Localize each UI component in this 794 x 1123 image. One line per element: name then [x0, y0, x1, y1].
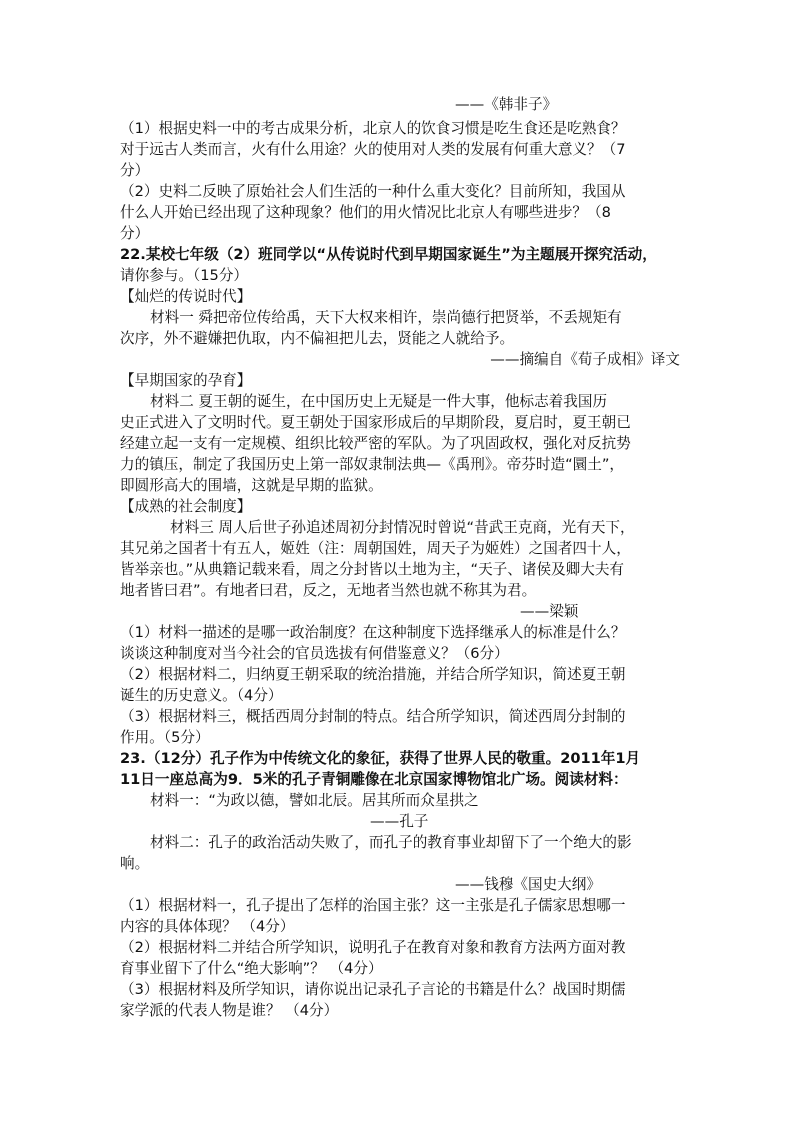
- material-text: 材料三 周人后世子孙追述周初分封情况时曾说“昔武王克商，光有天下，: [170, 519, 635, 536]
- material-text: 即圆形高大的围墙，这就是早期的监狱。: [120, 477, 383, 494]
- source-citation: ——孔子: [370, 813, 429, 830]
- question-text: （3）根据材料三，概括西周分封制的特点。结合所学知识，简述西周分封制的: [120, 708, 626, 725]
- material-text: 地者皆曰君”。有地者曰君，反之，无地者当然也就不称其为君。: [120, 582, 537, 599]
- section-heading: 【早期国家的孕育】: [120, 372, 252, 389]
- question-text: （2）根据材料二，归纳夏王朝采取的统治措施，并结合所学知识，简述夏王朝: [120, 666, 626, 683]
- source-citation: ——梁颖: [520, 603, 579, 620]
- question-text: （1）材料一描述的是哪一政治制度？在这种制度下选择继承人的标准是什么？: [120, 624, 626, 641]
- material-text: 次序，外不避嫌把仇取，内不偏袒把儿去，贤能之人就给予。: [120, 330, 515, 347]
- source-citation: ——钱穆《国史大纲》: [455, 876, 601, 893]
- question-text: 谈谈这种制度对当今社会的官员选拔有何借鉴意义？（6分）: [120, 645, 509, 662]
- question-text: 内容的具体体现？ （4分）: [120, 918, 295, 935]
- question-text: （3）根据材料及所学知识，请你说出记录孔子言论的书籍是什么？战国时期儒: [120, 981, 626, 998]
- material-text: 史正式进入了文明时代。夏王朝处于国家形成后的早期阶段，夏启时，夏王朝已: [120, 414, 631, 431]
- question-text: 对于远古人类而言，火有什么用途？火的使用对人类的发展有何重大意义？（7: [120, 141, 626, 158]
- material-text: 皆举亲也。”从典籍记载来看，周之分封皆以土地为主，“天子、诸侯及卿大夫有: [120, 561, 625, 578]
- question-text: 什么人开始已经出现了这种现象？他们的用火情况比北京人有哪些进步？（8: [120, 204, 611, 221]
- material-text: 材料一 舜把帝位传给禹，天下大权来相许，崇尚德行把贤举，不丢规矩有: [150, 309, 622, 326]
- section-heading: 【成熟的社会制度】: [120, 498, 252, 515]
- material-text: 经建立起一支有一定规模、组织比较严密的军队。为了巩固政权，强化对反抗势: [120, 435, 631, 452]
- source-citation: ——《韩非子》: [455, 96, 558, 113]
- question-text: 育事业留下了什么“绝大影响”？ （4分）: [120, 960, 383, 977]
- question-text: （1）根据材料一，孔子提出了怎样的治国主张？这一主张是孔子儒家思想哪一: [120, 897, 626, 914]
- material-text: 响。: [120, 855, 150, 872]
- section-heading: 【灿烂的传说时代】: [120, 288, 252, 305]
- question-23-header: 23.（12分）孔子作为中传统文化的象征，获得了世界人民的敬重。2011年1月: [120, 750, 641, 767]
- question-text: （2）根据材料二并结合所学知识，说明孔子在教育对象和教育方法两方面对教: [120, 939, 626, 956]
- question-text: 分）: [120, 162, 150, 179]
- question-text: 家学派的代表人物是谁？ （4分）: [120, 1002, 339, 1019]
- material-text: 材料二：孔子的政治活动失败了，而孔子的教育事业却留下了一个绝大的影: [150, 834, 632, 851]
- source-citation: ——摘编自《荀子成相》译文: [490, 351, 680, 368]
- question-22-header: 22.某校七年级（2）班同学以“从传说时代到早期国家诞生”为主题展开探究活动，: [120, 246, 657, 263]
- material-text: 力的镇压，制定了我国历史上第一部奴隶制法典—《禹刑》。帝芬时造“圜土”，: [120, 456, 625, 473]
- question-text: 诞生的历史意义。（4分）: [120, 687, 283, 704]
- question-text: （2）史料二反映了原始社会人们生活的一种什么重大变化？目前所知，我国从: [120, 183, 626, 200]
- question-text: （1）根据史料一中的考古成果分析，北京人的饮食习惯是吃生食还是吃熟食？: [120, 120, 626, 137]
- material-text: 其兄弟之国者十有五人，姬姓（注：周朝国姓，周天子为姬姓）之国者四十人，: [120, 540, 631, 557]
- question-text: 请你参与。（15分）: [120, 267, 249, 284]
- material-text: 材料二 夏王朝的诞生，在中国历史上无疑是一件大事，他标志着我国历: [150, 393, 608, 410]
- question-text: 11日一座总高为9．5米的孔子青铜雕像在北京国家博物馆北广场。阅读材料：: [120, 771, 628, 788]
- material-text: 材料一：“为政以德，譬如北辰。居其所而众星拱之: [150, 792, 479, 809]
- question-text: 分）: [120, 225, 150, 242]
- question-text: 作用。（5分）: [120, 729, 210, 746]
